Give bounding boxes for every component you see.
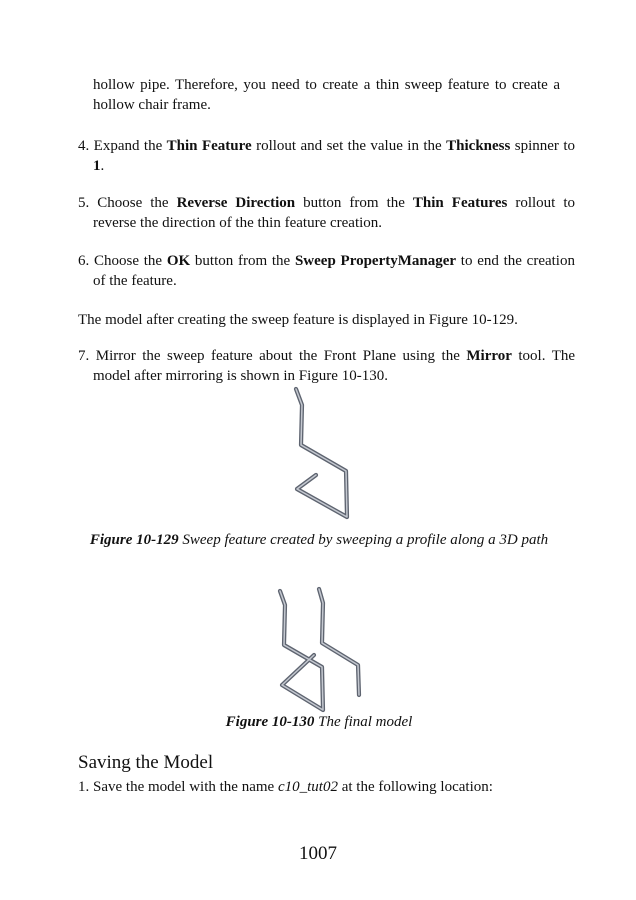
figure-10-130-image — [270, 585, 370, 715]
step-5: 5. Choose the Reverse Direction button from the Thin Features rollout to reverse the direction of the thin feature creation. — [78, 195, 575, 231]
figure-10-129-caption: Figure 10-129 Sweep feature created by sweeping a profile along a 3D path — [89, 532, 549, 548]
step-6: 6. Choose the OK button from the Sweep PropertyManager to end the creation of the feature. — [78, 253, 575, 289]
ui-term: Thin Features — [412, 195, 508, 211]
figure-10-129-image — [280, 385, 360, 525]
filename: c10_tut02 — [277, 779, 338, 795]
paragraph-continuation: hollow pipe. Therefore, you need to create a thin sweep feature to create a hollow chair frame. — [93, 77, 560, 113]
step-1: 1. Save the model with the name c10_tut02 at the following location: — [78, 779, 493, 795]
page-number: 1007 — [299, 843, 337, 864]
figure-10-130-caption: Figure 10-130 The final model — [225, 714, 413, 730]
ui-term: OK — [166, 253, 191, 269]
step-7: 7. Mirror the sweep feature about the Front Plane using the Mirror tool. The model after mirroring is shown in Figure 10-130. — [78, 348, 576, 384]
ui-term: Mirror — [466, 348, 512, 364]
ui-term: Thin Feature — [166, 138, 252, 154]
result-paragraph: The model after creating the sweep feature is displayed in Figure 10-129. — [78, 312, 518, 328]
step-4: 4. Expand the Thin Feature rollout and set the value in the Thickness spinner to 1. — [78, 138, 576, 174]
ui-term: Reverse Direction — [176, 195, 296, 211]
ui-term: Thickness — [446, 138, 511, 154]
section-heading: Saving the Model — [78, 752, 214, 773]
ui-term: Sweep PropertyManager — [294, 253, 457, 269]
